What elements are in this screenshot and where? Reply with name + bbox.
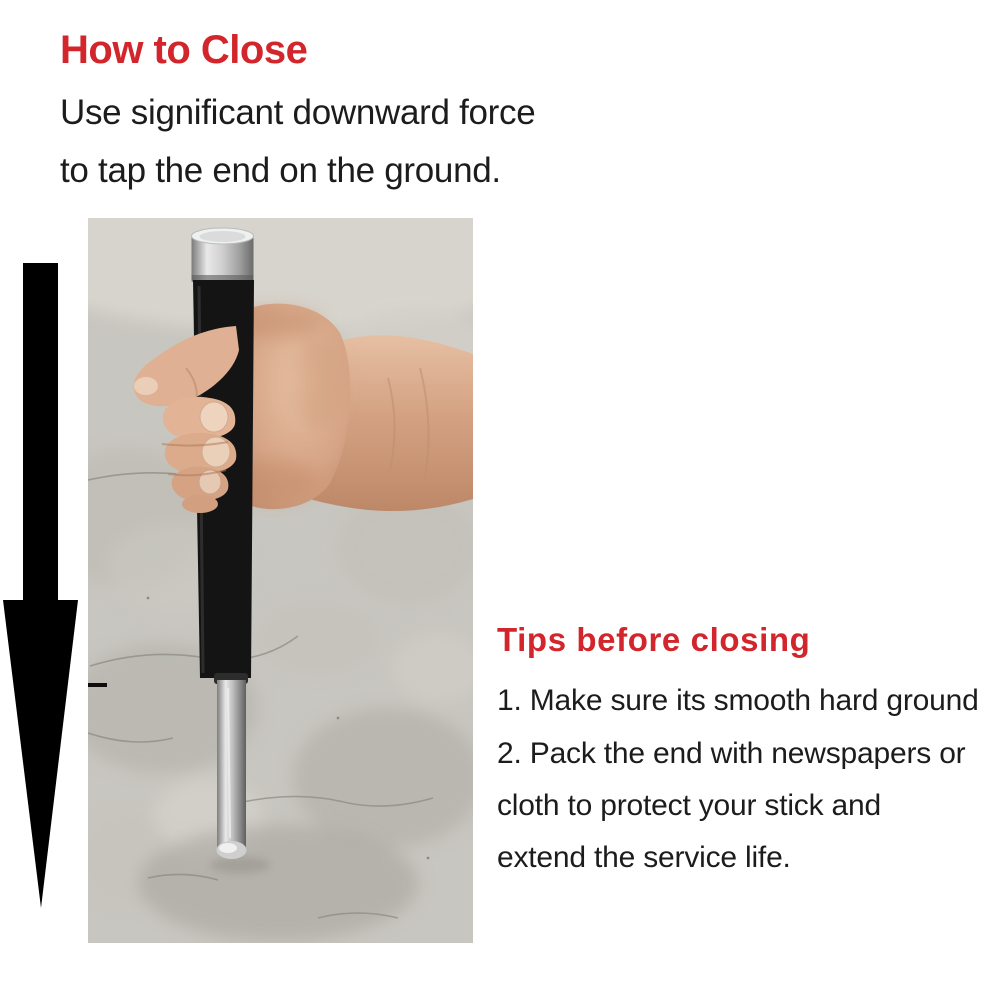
baton-cap (192, 228, 254, 282)
dash-mark (88, 683, 107, 687)
instruction-line-2: to tap the end on the ground. (60, 151, 501, 190)
tip-line-4: extend the service life. (497, 841, 791, 874)
downward-arrow-icon (0, 255, 85, 915)
tip-line-1: 1. Make sure its smooth hard ground (497, 684, 979, 717)
tip-line-2: 2. Pack the end with newspapers or (497, 737, 966, 770)
ground-shadow (210, 857, 270, 873)
product-photo (88, 218, 473, 943)
tips-title: Tips before closing (497, 621, 811, 658)
instruction-line-1: Use significant downward force (60, 93, 536, 132)
page-title: How to Close (60, 28, 308, 72)
tip-line-3: cloth to protect your stick and (497, 789, 881, 822)
